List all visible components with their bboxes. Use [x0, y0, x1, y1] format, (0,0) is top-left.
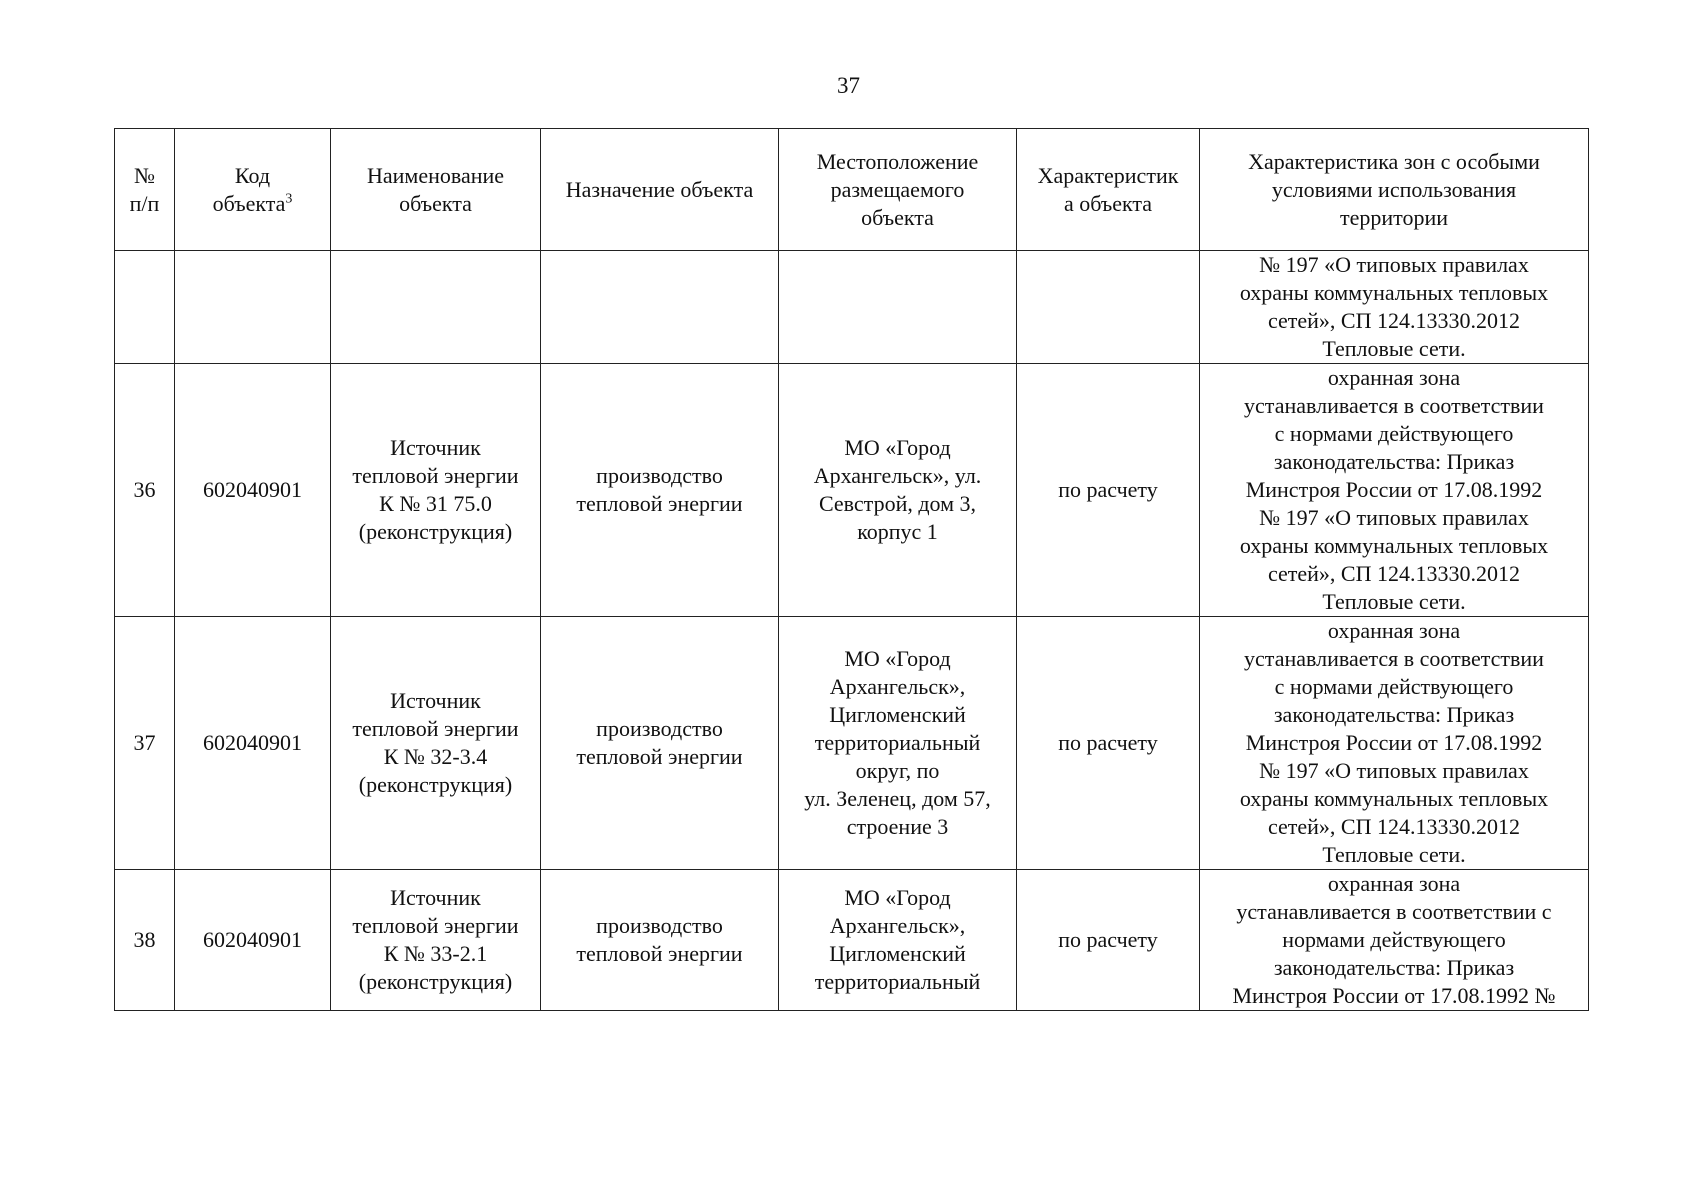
cell-purpose: производство тепловой энергии	[541, 870, 779, 1011]
table-header-row	[115, 129, 1589, 251]
cell-purpose	[541, 251, 779, 364]
cell-num: 36	[115, 364, 175, 617]
cell-code: 602040901	[175, 870, 331, 1011]
cell-location	[779, 251, 1017, 364]
cell-num	[115, 251, 175, 364]
cell-zones: охранная зона устанавливается в соответствии с нормами действующего законодательства: Приказ Минстроя России от 17.08.1992 № 197 «О типовых правилах охраны коммунальных тепловых сетей», СП 124.13330.2012 Тепловые сети.	[1200, 364, 1589, 617]
cell-purpose: производство тепловой энергии	[541, 364, 779, 617]
table-row	[115, 617, 1589, 870]
table-row	[115, 870, 1589, 1011]
cell-num: 37	[115, 617, 175, 870]
cell-zones: охранная зона устанавливается в соответствии с нормами действующего законодательства: Приказ Минстроя России от 17.08.1992 № 197 «О типовых правилах охраны коммунальных тепловых сетей», СП 124.13330.2012 Тепловые сети.	[1200, 617, 1589, 870]
cell-name: Источник тепловой энергии К № 32-3.4 (реконструкция)	[331, 617, 541, 870]
footnote-marker: 3	[285, 191, 293, 207]
cell-zones: № 197 «О типовых правилах охраны коммунальных тепловых сетей», СП 124.13330.2012 Тепловые сети.	[1200, 251, 1589, 364]
cell-name	[331, 251, 541, 364]
table-row	[115, 251, 1589, 364]
header-location: Местоположение размещаемого объекта	[779, 129, 1017, 251]
objects-table	[114, 128, 1589, 1011]
header-code-label: Код объекта	[212, 162, 286, 216]
cell-zones: охранная зона устанавливается в соответствии с нормами действующего законодательства: Приказ Минстроя России от 17.08.1992 №	[1200, 870, 1589, 1011]
cell-num: 38	[115, 870, 175, 1011]
cell-characteristic: по расчету	[1017, 617, 1200, 870]
header-zones: Характеристика зон с особыми условиями использования территории	[1200, 129, 1589, 251]
cell-characteristic: по расчету	[1017, 870, 1200, 1011]
cell-location: МО «Город Архангельск», Цигломенский территориальный	[779, 870, 1017, 1011]
header-purpose: Назначение объекта	[541, 129, 779, 251]
cell-name: Источник тепловой энергии К № 31 75.0 (реконструкция)	[331, 364, 541, 617]
cell-characteristic	[1017, 251, 1200, 364]
header-num: № п/п	[115, 129, 175, 251]
page-number: 37	[837, 73, 860, 98]
table-row	[115, 364, 1589, 617]
cell-name: Источник тепловой энергии К № 33-2.1 (реконструкция)	[331, 870, 541, 1011]
cell-code: 602040901	[175, 617, 331, 870]
cell-location: МО «Город Архангельск», Цигломенский территориальный округ, по ул. Зеленец, дом 57, строение 3	[779, 617, 1017, 870]
cell-code: 602040901	[175, 364, 331, 617]
header-code	[175, 129, 331, 251]
cell-location: МО «Город Архангельск», ул. Севстрой, дом 3, корпус 1	[779, 364, 1017, 617]
header-name: Наименование объекта	[331, 129, 541, 251]
header-characteristic: Характеристик а объекта	[1017, 129, 1200, 251]
cell-characteristic: по расчету	[1017, 364, 1200, 617]
cell-purpose: производство тепловой энергии	[541, 617, 779, 870]
cell-code	[175, 251, 331, 364]
